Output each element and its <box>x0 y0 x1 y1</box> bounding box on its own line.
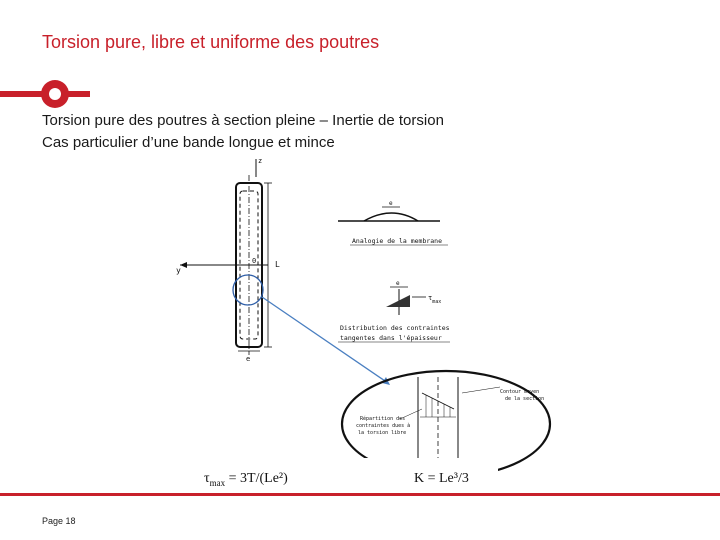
tau-max-label: $\tau_{max}$ <box>428 294 442 305</box>
thickness-label: e <box>246 355 251 363</box>
distribution-line-3: la torsion libre <box>358 430 407 436</box>
mean-contour-line-2: de la section <box>505 396 545 402</box>
subtitle-line-2: Cas particulier d’une bande longue et mince <box>42 134 335 151</box>
beam-section <box>176 157 280 363</box>
membrane-dim: e <box>389 200 393 207</box>
stress-label-line-1: Distribution des contraintes <box>340 324 450 332</box>
brand-logo-icon <box>0 78 90 114</box>
membrane-analogy <box>338 200 448 245</box>
stress-distribution <box>338 280 450 342</box>
stress-label-line-2: tangentes dans l'épaisseur <box>340 334 442 342</box>
origin-label: 0 <box>252 257 257 265</box>
stress-dim: e <box>396 280 400 287</box>
axis-z-label: z <box>258 157 263 165</box>
length-label: L <box>275 260 280 269</box>
distribution-line-1: Répartition des <box>360 416 406 422</box>
formula-tau-max: $\tau_{max} = 3T/(Le^2)$ <box>204 471 288 488</box>
slide-title: Torsion pure, libre et uniforme des poutres <box>42 32 380 52</box>
axis-y-label: y <box>176 266 181 275</box>
membrane-label: Analogie de la membrane <box>352 237 443 245</box>
torsion-diagram <box>160 155 560 495</box>
subtitle-line-1: Torsion pure des poutres à section pleine – Inertie de torsion <box>42 112 444 129</box>
slide-subtitle <box>42 110 444 154</box>
page-number: Page 18 <box>42 516 76 526</box>
footer-rule <box>0 493 720 496</box>
formula-K: K = Le³/3 <box>414 471 469 486</box>
distribution-line-2: contraintes dues à <box>356 423 411 429</box>
mean-contour-line-1: Contour moyen <box>500 389 540 395</box>
